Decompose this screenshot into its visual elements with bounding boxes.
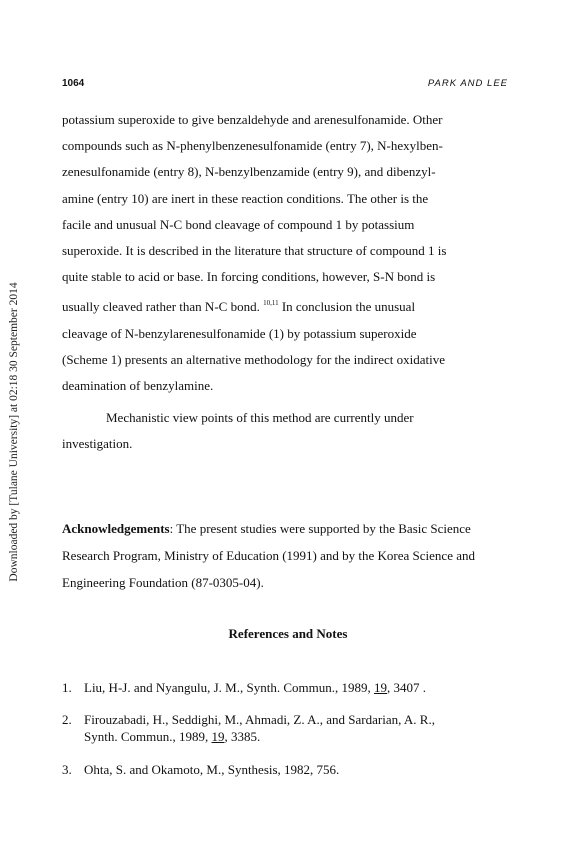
page-number: 1064 <box>62 78 85 89</box>
paragraph-line: amine (entry 10) are inert in these reaction conditions. The other is the <box>62 190 429 206</box>
reference-number: 2. <box>62 712 72 727</box>
reference-pages: , 3385. <box>224 729 261 744</box>
paragraph-line: compounds such as N-phenylbenzenesulfonamide (entry 7), N-hexylben- <box>62 138 443 154</box>
paragraph-mechanistic <box>62 405 517 457</box>
reference-item <box>62 679 522 696</box>
reference-pages: , 3407 . <box>386 680 426 695</box>
paragraph-line: quite stable to acid or base. In forcing conditions, however, S-N bond is <box>62 269 436 285</box>
paragraph-line: deamination of benzylamine. <box>62 378 214 394</box>
citation-lead: usually cleaved rather than N-C bond. <box>62 299 260 315</box>
paragraph-line: Mechanistic view points of this method are currently under <box>106 410 414 425</box>
references-heading: References and Notes <box>228 626 348 641</box>
watermark-text: Downloaded by [Tulane University] at 02:18 30 September 2014 <box>8 282 20 582</box>
page-header <box>62 78 508 94</box>
reference-volume: 19 <box>211 729 225 744</box>
acknowledgements-label: Acknowledgements <box>62 521 170 536</box>
paragraph-line: potassium superoxide to give benzaldehyde and arenesulfonamide. Other <box>62 112 443 127</box>
reference-item <box>62 711 522 745</box>
paragraph-line: zenesulfonamide (entry 8), N-benzylbenzamide (entry 9), and dibenzyl- <box>62 164 436 180</box>
reference-volume: 19 <box>373 680 387 695</box>
acknowledgements <box>62 515 517 596</box>
paragraph-line: cleavage of N-benzylarenesulfonamide (1) by potassium superoxide <box>62 325 417 341</box>
reference-item <box>62 761 522 778</box>
download-watermark <box>0 0 24 864</box>
reference-text: Ohta, S. and Okamoto, M., Synthesis, 1982, 756. <box>84 762 340 777</box>
running-head: PARK AND LEE <box>427 78 508 89</box>
citation-trail: In conclusion the unusual <box>278 299 416 315</box>
reference-authors: Firouzabadi, H., Seddighi, M., Ahmadi, Z. A., and Sardarian, A. R., <box>84 712 435 727</box>
reference-number: 3. <box>62 762 72 777</box>
paragraph-line: investigation. <box>62 436 133 452</box>
paragraph-line: facile and unusual N-C bond cleavage of compound 1 by potassium <box>62 216 415 232</box>
paragraph-main <box>62 107 517 399</box>
paragraph-line-citation <box>62 290 517 320</box>
reference-number: 1. <box>62 680 72 695</box>
reference-text: Synth. Commun., 1989, <box>84 729 212 744</box>
paragraph-line: superoxide. It is described in the literature that structure of compound 1 is <box>62 243 447 259</box>
acknowledgements-text: : The present studies were supported by the Basic Science Research Program, Ministry of Education (1991) and by the Korea Science and Engineering Foundation (87-0305-04). <box>62 521 475 590</box>
paragraph-line: (Scheme 1) presents an alternative methodology for the indirect oxidative <box>62 351 446 367</box>
reference-text: Liu, H-J. and Nyangulu, J. M., Synth. Commun., 1989, <box>84 680 374 695</box>
citation-superscript: 10,11 <box>263 299 279 308</box>
